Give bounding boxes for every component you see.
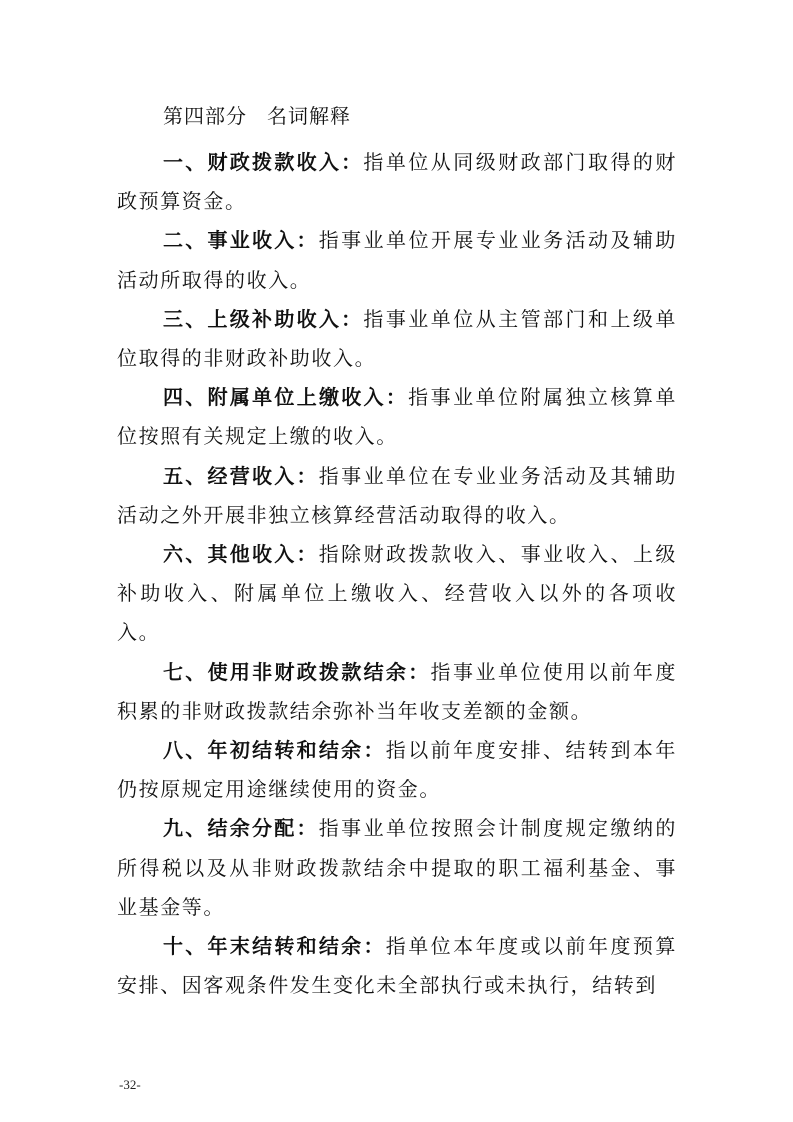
term-definition: 指事业单位开展专业业务活动及辅助活动所取得的收入。 [117,228,677,292]
term-definition: 指事业单位在专业业务活动及其辅助活动之外开展非独立核算经营活动取得的收入。 [117,463,677,527]
term-paragraph [117,535,677,653]
term-paragraph [117,457,677,535]
term-list [117,143,677,1005]
term-name: 八、年初结转和结余： [163,738,386,763]
term-name: 四、附属单位上缴收入： [163,385,409,410]
term-name: 三、上级补助收入： [163,306,364,331]
term-name: 十、年末结转和结余： [163,934,386,959]
term-name: 二、事业收入： [163,228,319,253]
term-paragraph [117,378,677,456]
term-definition: 指事业单位附属独立核算单位按照有关规定上缴的收入。 [117,385,678,449]
term-definition: 指以前年度安排、结转到本年仍按原规定用途继续使用的资金。 [117,738,678,802]
term-name: 一、财政拨款收入： [163,150,364,174]
term-definition: 指事业单位从主管部门和上级单位取得的非财政补助收入。 [117,306,677,371]
term-paragraph [117,221,677,299]
term-definition: 指单位从同级财政部门取得的财政预算资金。 [117,150,677,214]
section-heading [163,103,351,129]
term-paragraph [117,927,677,1005]
term-definition: 指事业单位使用以前年度积累的非财政拨款结余弥补当年收支差额的金额。 [117,659,677,723]
term-definition: 指单位本年度或以前年度预算安排、因客观条件发生变化未全部执行或未执行，结转到 [117,934,678,998]
term-paragraph [117,809,677,927]
term-paragraph [117,143,677,221]
page-number: -32- [119,1077,141,1092]
section-part: 第四部分 [163,104,247,128]
term-name: 五、经营收入： [163,463,319,488]
term-name: 七、使用非财政拨款结余： [163,659,431,684]
section-title: 名词解释 [267,104,351,128]
term-definition: 指除财政拨款收入、事业收入、上级补助收入、附属单位上缴收入、经营收入以外的各项收入。 [117,542,677,645]
term-definition: 指事业单位按照会计制度规定缴纳的所得税以及从非财政拨款结余中提取的职工福利基金、事业基金等。 [117,816,677,919]
term-paragraph [117,731,677,809]
term-paragraph [117,653,677,731]
term-name: 六、其他收入： [163,542,319,567]
term-paragraph [117,300,677,378]
term-name: 九、结余分配： [163,816,319,841]
